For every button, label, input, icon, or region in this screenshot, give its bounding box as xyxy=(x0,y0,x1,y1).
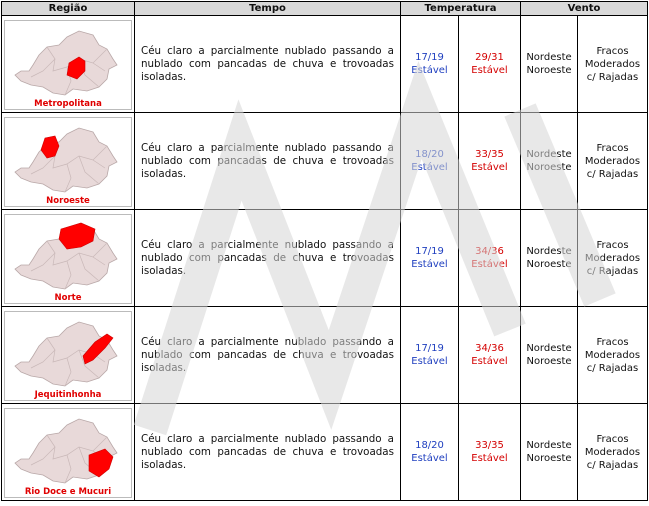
wind-force-2: Moderados xyxy=(584,349,641,361)
region-name: Norte xyxy=(5,293,131,303)
wind-force-3: c/ Rajadas xyxy=(586,459,639,471)
wind-force-2: Moderados xyxy=(584,446,641,458)
wind-direction-1: Nordeste xyxy=(526,149,572,160)
header-row xyxy=(2,2,648,16)
min-temp-range: 18/20 xyxy=(415,440,444,451)
table-row xyxy=(2,210,648,307)
min-temp-range: 18/20 xyxy=(415,149,444,160)
wind-direction-cell xyxy=(521,307,578,404)
max-temp-trend: Estável xyxy=(471,453,508,464)
wind-force-1: Fracos xyxy=(596,45,629,57)
region-cell xyxy=(2,307,135,404)
header-regiao: Região xyxy=(2,2,135,16)
region-map xyxy=(4,214,132,304)
min-temp-range: 17/19 xyxy=(415,343,444,354)
region-cell xyxy=(2,113,135,210)
wind-force-3: c/ Rajadas xyxy=(586,265,639,277)
wind-force-cell xyxy=(578,16,648,113)
max-temperature-cell xyxy=(459,307,521,404)
min-temperature-cell xyxy=(401,307,459,404)
wind-force-1: Fracos xyxy=(596,336,629,348)
wind-direction-2: Noroeste xyxy=(526,65,572,76)
max-temp-range: 33/35 xyxy=(475,440,504,451)
wind-direction-cell xyxy=(521,404,578,501)
min-temperature-cell xyxy=(401,210,459,307)
table-row xyxy=(2,113,648,210)
tempo-description: Céu claro a parcialmente nublado passando a nublado com pancadas de chuva e trovoadas isoladas. xyxy=(135,16,401,113)
wind-force-3: c/ Rajadas xyxy=(586,168,639,180)
wind-force-1: Fracos xyxy=(596,433,629,445)
max-temp-trend: Estável xyxy=(471,356,508,367)
max-temp-range: 33/35 xyxy=(475,149,504,160)
region-name: Noroeste xyxy=(5,196,131,206)
min-temperature-cell xyxy=(401,404,459,501)
max-temp-range: 34/36 xyxy=(475,343,504,354)
min-temp-trend: Estável xyxy=(411,453,448,464)
forecast-table xyxy=(1,1,648,501)
region-map xyxy=(4,117,132,207)
max-temperature-cell xyxy=(459,113,521,210)
min-temperature-cell xyxy=(401,113,459,210)
wind-force-2: Moderados xyxy=(584,252,641,264)
wind-direction-2: Noroeste xyxy=(526,356,572,367)
wind-direction-2: Noroeste xyxy=(526,259,572,270)
wind-direction-2: Noroeste xyxy=(526,162,572,173)
minas-gerais-map-metropolitana-icon xyxy=(9,25,127,99)
wind-force-1: Fracos xyxy=(596,142,629,154)
min-temp-trend: Estável xyxy=(411,65,448,76)
region-cell xyxy=(2,210,135,307)
wind-force-cell xyxy=(578,404,648,501)
header-tempo: Tempo xyxy=(135,2,401,16)
wind-force-1: Fracos xyxy=(596,239,629,251)
max-temp-trend: Estável xyxy=(471,162,508,173)
wind-force-2: Moderados xyxy=(584,155,641,167)
wind-force-2: Moderados xyxy=(584,58,641,70)
header-vento: Vento xyxy=(521,2,648,16)
minas-gerais-map-norte-icon xyxy=(9,219,127,293)
minas-gerais-map-rio-doce-mucuri-icon xyxy=(9,413,127,487)
min-temp-trend: Estável xyxy=(411,356,448,367)
min-temp-trend: Estável xyxy=(411,259,448,270)
tempo-description: Céu claro a parcialmente nublado passando a nublado com pancadas de chuva e trovoadas isoladas. xyxy=(135,404,401,501)
region-name: Rio Doce e Mucuri xyxy=(5,487,131,497)
region-cell xyxy=(2,404,135,501)
wind-direction-1: Nordeste xyxy=(526,246,572,257)
wind-direction-2: Noroeste xyxy=(526,453,572,464)
max-temperature-cell xyxy=(459,210,521,307)
region-map xyxy=(4,311,132,401)
wind-force-3: c/ Rajadas xyxy=(586,71,639,83)
table-row xyxy=(2,404,648,501)
wind-direction-cell xyxy=(521,16,578,113)
max-temp-trend: Estável xyxy=(471,259,508,270)
minas-gerais-map-jequitinhonha-icon xyxy=(9,316,127,390)
wind-direction-1: Nordeste xyxy=(526,343,572,354)
header-temperatura: Temperatura xyxy=(401,2,521,16)
minas-gerais-map-noroeste-icon xyxy=(9,122,127,196)
min-temp-range: 17/19 xyxy=(415,246,444,257)
region-map xyxy=(4,20,132,110)
wind-force-cell xyxy=(578,113,648,210)
max-temp-trend: Estável xyxy=(471,65,508,76)
region-name: Jequitinhonha xyxy=(5,390,131,400)
tempo-description: Céu claro a parcialmente nublado passando a nublado com pancadas de chuva e trovoadas isoladas. xyxy=(135,210,401,307)
max-temperature-cell xyxy=(459,16,521,113)
min-temp-range: 17/19 xyxy=(415,52,444,63)
table-row xyxy=(2,307,648,404)
tempo-description: Céu claro a parcialmente nublado passando a nublado com pancadas de chuva e trovoadas isoladas. xyxy=(135,307,401,404)
wind-direction-1: Nordeste xyxy=(526,440,572,451)
wind-force-3: c/ Rajadas xyxy=(586,362,639,374)
min-temperature-cell xyxy=(401,16,459,113)
max-temp-range: 29/31 xyxy=(475,52,504,63)
tempo-description: Céu claro a parcialmente nublado passando a nublado com pancadas de chuva e trovoadas isoladas. xyxy=(135,113,401,210)
region-cell xyxy=(2,16,135,113)
max-temperature-cell xyxy=(459,404,521,501)
max-temp-range: 34/36 xyxy=(475,246,504,257)
table-row xyxy=(2,16,648,113)
wind-force-cell xyxy=(578,307,648,404)
wind-direction-cell xyxy=(521,113,578,210)
min-temp-trend: Estável xyxy=(411,162,448,173)
region-map xyxy=(4,408,132,498)
wind-direction-1: Nordeste xyxy=(526,52,572,63)
wind-force-cell xyxy=(578,210,648,307)
region-name: Metropolitana xyxy=(5,99,131,109)
wind-direction-cell xyxy=(521,210,578,307)
